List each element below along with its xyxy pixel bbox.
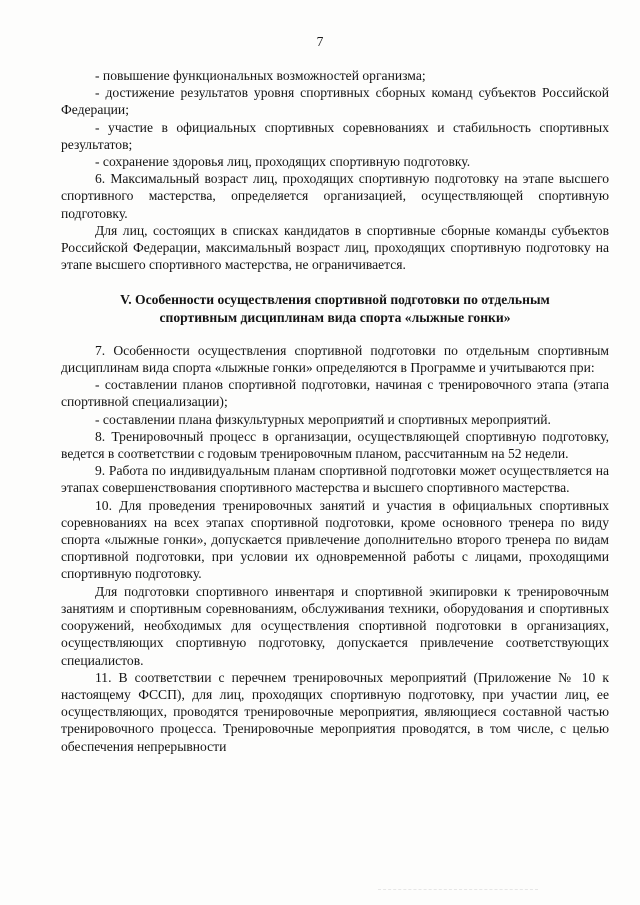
document-body [61,67,609,755]
section-heading-line-2: спортивным дисциплинам вида спорта «лыжные гонки» [159,309,511,325]
paragraph-11-training-events: 11. В соответствии с перечнем тренировочных мероприятий (Приложение № 10 к настоящему ФССП), для лиц, проходящих спортивную подготовку, при участии лиц, ее осуществляющих, проводятся тренировочные мероприятия, являющиеся составной частью тренировочного процесса. Тренировочные мероприятия проводятся, в том числе, с целью обеспечения непрерывности [61,669,609,754]
section-heading-line-1: V. Особенности осуществления спортивной подготовки по отдельным [120,292,550,308]
paragraph-candidates-age: Для лиц, состоящих в списках кандидатов в спортивные сборные команды субъектов Российской Федерации, максимальный возраст лиц, проходящих спортивную подготовку на этапе высшего спортивного мастерства, не ограничивается. [61,222,609,273]
bullet-functional-capabilities: - повышение функциональных возможностей организма; [95,68,426,83]
paragraph-specialists: Для подготовки спортивного инвентаря и спортивной экипировки к тренировочным занятиям и спортивным соревнованиям, обслуживания техники, оборудования и спортивных сооружений, необходимых для осуществления спортивной подготовки в организациях, осуществляющих спортивную подготовку, допускается привлечение соответствующих специалистов. [61,583,609,668]
scan-artifact [378,889,538,896]
bullet-events-plan: - составлении плана физкультурных мероприятий и спортивных мероприятий. [95,411,551,427]
bullet-health-preservation: - сохранение здоровья лиц, проходящих спортивную подготовку. [95,154,471,170]
paragraph-7-features: 7. Особенности осуществления спортивной подготовки по отдельным спортивным дисциплинам вида спорта «лыжные гонки» определяются в Программе и учитываются при: [61,342,609,376]
page-number: 7 [316,34,324,49]
bullet-training-plans: - составлении планов спортивной подготовки, начиная с тренировочного этапа (этапа спортивной специализации); [61,377,609,410]
paragraph-10-second-coach: 10. Для проведения тренировочных занятий и участия в официальных спортивных соревнованиях на всех этапах спортивной подготовки, кроме основного тренера по виду спорта «лыжные гонки», допускается привлечение дополнительно второго тренера по видам спортивной подготовки, при условии их одновременной работы с лицами, проходящими спортивную подготовку. [61,497,609,582]
section-heading [61,291,609,325]
paragraph-9-individual-plans: 9. Работа по индивидуальным планам спортивной подготовки может осуществляется на этапах совершенствования спортивного мастерства и высшего спортивного мастерства. [61,463,609,496]
paragraph-8-training-process: 8. Тренировочный процесс в организации, осуществляющей спортивную подготовку, ведется в соответствии с годовым тренировочным планом, рассчитанным на 52 недели. [61,428,609,462]
paragraph-6-max-age: 6. Максимальный возраст лиц, проходящих спортивную подготовку на этапе высшего спортивного мастерства, определяется организацией, осуществляющей спортивную подготовку. [61,171,609,221]
bullet-official-competitions: - участие в официальных спортивных соревнованиях и стабильность спортивных результатов; [61,119,609,152]
bullet-regional-team-results: - достижение результатов уровня спортивных сборных команд субъектов Российской Федерации; [61,85,609,118]
